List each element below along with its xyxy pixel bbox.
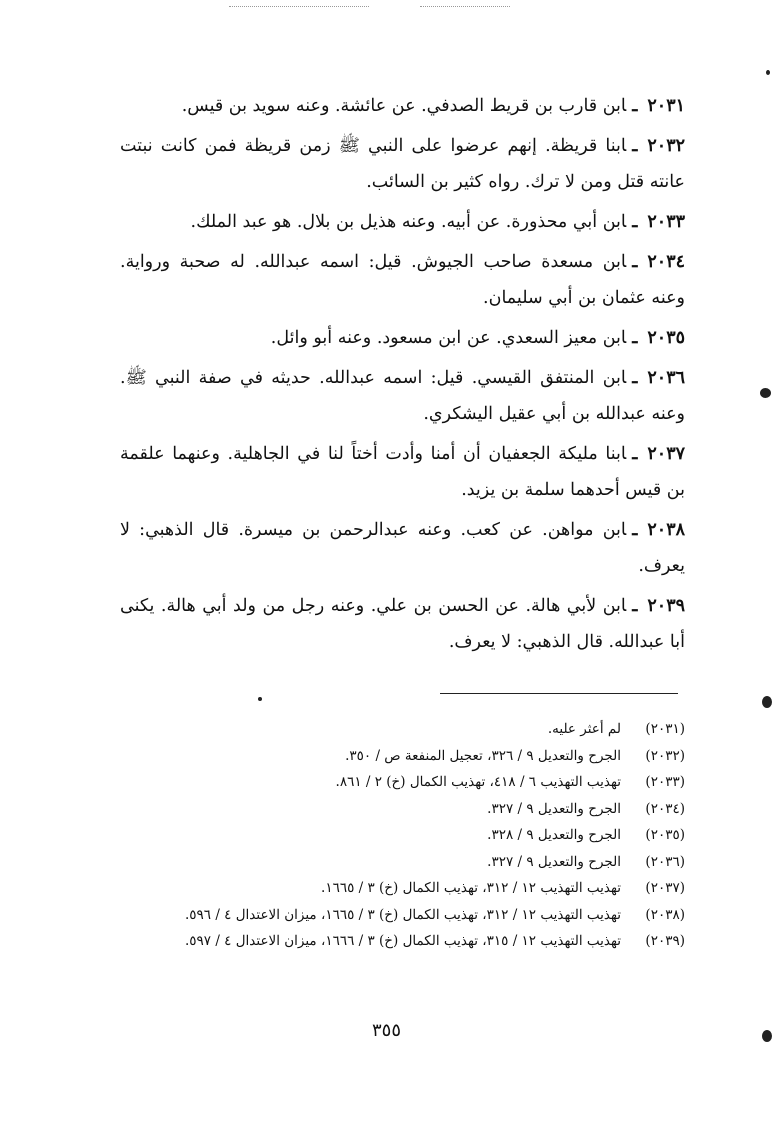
entry-text: ابنا قريظة. إنهم عرضوا على النبي ﷺ زمن قريظة فمن كانت نبتت عانته قتل ومن لا ترك. رواه كثير بن السائب.: [120, 136, 685, 192]
footnote: [120, 902, 685, 929]
entry-text: ابن معيز السعدي. عن ابن مسعود. وعنه أبو وائل.: [270, 328, 627, 348]
entry: ٢٠٣٥ـابن معيز السعدي. عن ابن مسعود. وعنه أبو وائل.: [270, 328, 685, 348]
scan-speck: [762, 696, 772, 708]
top-dotted-rule: [229, 6, 369, 7]
top-dotted-rule: [420, 6, 510, 7]
entry-text: ابن قارب بن قريط الصدفي. عن عائشة. وعنه سويد بن قيس.: [181, 96, 627, 116]
footnote-number: (٢٠٣١): [645, 721, 685, 737]
entry: ٢٠٣٨ـابن مواهن. عن كعب. وعنه عبدالرحمن بن ميسرة. قال الذهبي: لا يعرف.: [120, 520, 685, 576]
footnote-number: (٢٠٣٩): [645, 933, 685, 949]
footnote-text: الجرح والتعديل ٩ / ٣٢٧.: [487, 800, 621, 817]
footnote-number: (٢٠٣٦): [645, 853, 685, 870]
entry-text: ابن مسعدة صاحب الجيوش. قيل: اسمه عبدالله. له صحبة ورواية. وعنه عثمان بن أبي سليمان.: [120, 252, 685, 308]
entry: ٢٠٣٤ـابن مسعدة صاحب الجيوش. قيل: اسمه عبدالله. له صحبة ورواية. وعنه عثمان بن أبي سليمان.: [120, 252, 685, 308]
entries-list: [120, 88, 685, 664]
footnote-number: (٢٠٣٨): [645, 906, 685, 923]
footnote-number: (٢٠٣٢): [645, 747, 685, 764]
entry-text: ابنا مليكة الجعفيان أن أمنا وأدت أختاً لنا في الجاهلية. وعنهما علقمة بن قيس أحدهما سلمة بن يزيد.: [120, 444, 685, 500]
entry-number: ٢٠٣٦: [647, 368, 685, 388]
footnote: [120, 716, 685, 743]
footnote-text: الجرح والتعديل ٩ / ٣٢٦، تعجيل المنفعة ص / ٣٥٠.: [345, 747, 621, 764]
footnote-number: (٢٠٣٤): [645, 800, 685, 817]
entry: ٢٠٣١ـابن قارب بن قريط الصدفي. عن عائشة. وعنه سويد بن قيس.: [181, 96, 685, 116]
entry-text: ابن مواهن. عن كعب. وعنه عبدالرحمن بن ميسرة. قال الذهبي: لا يعرف.: [120, 520, 685, 576]
entry-text: ابن المنتفق القيسي. قيل: اسمه عبدالله. حديثه في صفة النبي ﷺ. وعنه عبدالله بن أبي عقيل اليشكري.: [120, 368, 685, 424]
footnote: [120, 875, 685, 902]
entry: ٢٠٣٢ـابنا قريظة. إنهم عرضوا على النبي ﷺ زمن قريظة فمن كانت نبتت عانته قتل ومن لا ترك. رواه كثير بن السائب.: [120, 136, 685, 192]
scan-speck: [762, 1030, 772, 1042]
page-number: ٣٥٥: [371, 1020, 401, 1041]
footnote-text: تهذيب التهذيب ١٢ / ٣١٢، تهذيب الكمال (خ) ٣ / ١٦٦٥، ميزان الاعتدال ٤ / ٥٩٦.: [184, 906, 621, 923]
footnote-text: الجرح والتعديل ٩ / ٣٢٨.: [487, 827, 621, 843]
entry: ٢٠٣٩ـابن لأبي هالة. عن الحسن بن علي. وعنه رجل من ولد أبي هالة. يكنى أبا عبدالله. قال الذهبي: لا يعرف.: [120, 596, 685, 652]
scan-speck: [766, 70, 770, 75]
entry: ٢٠٣٧ـابنا مليكة الجعفيان أن أمنا وأدت أختاً لنا في الجاهلية. وعنهما علقمة بن قيس أحدهما سلمة بن يزيد.: [120, 444, 685, 500]
footnote: [120, 928, 685, 955]
entry-text: ابن أبي محذورة. عن أبيه. وعنه هذيل بن بلال. هو عبد الملك.: [190, 212, 627, 232]
entry-number: ٢٠٣٢: [647, 136, 685, 156]
footnote-text: تهذيب التهذيب ١٢ / ٣١٥، تهذيب الكمال (خ) ٣ / ١٦٦٦، ميزان الاعتدال ٤ / ٥٩٧.: [184, 933, 621, 949]
footnote-text: تهذيب التهذيب ٦ / ٤١٨، تهذيب الكمال (خ) ٢ / ٨٦١.: [335, 774, 621, 790]
entry-number: ٢٠٣٩: [647, 596, 685, 616]
scan-speck: [258, 697, 262, 701]
footnote: [120, 796, 685, 823]
entry-number: ٢٠٣٥: [647, 328, 685, 348]
footnote: [120, 769, 685, 796]
entry-number: ٢٠٣١: [647, 96, 685, 116]
scan-speck: [760, 388, 771, 398]
footnote-text: تهذيب التهذيب ١٢ / ٣١٢، تهذيب الكمال (خ) ٣ / ١٦٦٥.: [321, 880, 621, 896]
entry: ٢٠٣٦ـابن المنتفق القيسي. قيل: اسمه عبدالله. حديثه في صفة النبي ﷺ. وعنه عبدالله بن أبي عقيل اليشكري.: [120, 368, 685, 424]
footnotes-list: [120, 716, 685, 955]
entry-text: ابن لأبي هالة. عن الحسن بن علي. وعنه رجل من ولد أبي هالة. يكنى أبا عبدالله. قال الذهبي: لا يعرف.: [120, 596, 685, 652]
footnote-number: (٢٠٣٥): [645, 827, 685, 843]
footnote: [120, 743, 685, 770]
footnote: [120, 822, 685, 849]
entry-number: ٢٠٣٧: [647, 444, 685, 464]
entry-number: ٢٠٣٤: [647, 252, 685, 272]
entry: ٢٠٣٣ـابن أبي محذورة. عن أبيه. وعنه هذيل بن بلال. هو عبد الملك.: [190, 212, 685, 232]
entry-number: ٢٠٣٨: [647, 520, 685, 540]
footnote-number: (٢٠٣٧): [645, 880, 685, 896]
footnote-number: (٢٠٣٣): [645, 774, 685, 790]
footnote-text: لم أعثر عليه.: [547, 721, 621, 737]
footnote: [120, 849, 685, 876]
footnote-text: الجرح والتعديل ٩ / ٣٢٧.: [487, 853, 621, 870]
footnote-separator: [440, 693, 678, 694]
entry-number: ٢٠٣٣: [647, 212, 685, 232]
